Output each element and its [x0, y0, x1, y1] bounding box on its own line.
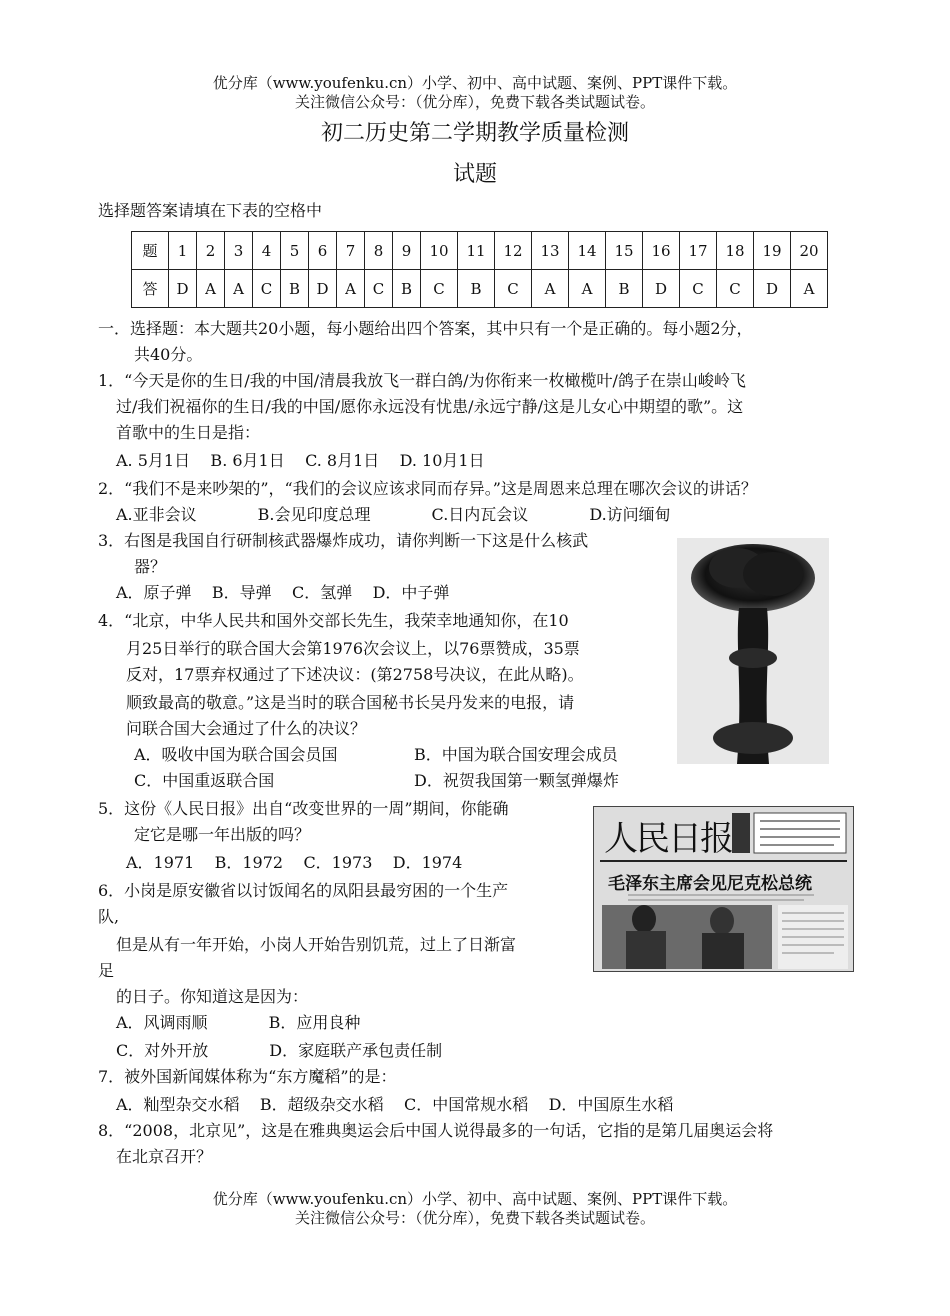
number-cell: 5: [281, 232, 309, 270]
number-cell: 6: [309, 232, 337, 270]
number-cell: 2: [197, 232, 225, 270]
newspaper-photo: [593, 806, 854, 972]
number-cell: 15: [606, 232, 643, 270]
page-title: 初二历史第二学期教学质量检测: [320, 121, 629, 146]
q7-options: A．籼型杂交水稻 B．超级杂交水稻 C．中国常规水稻 D．中国原生水稻: [116, 1095, 674, 1114]
q2-options: A.亚非会议 B.会见印度总理 C.日内瓦会议 D.访问缅甸: [116, 505, 671, 524]
section-heading-line-1: 一．选择题：本大题共20小题，每小题给出四个答案，其中只有一个是正确的。每小题2分，: [98, 319, 753, 338]
page-subtitle: 试题: [452, 162, 497, 187]
q3-line-2: 器？: [134, 557, 167, 576]
q4-option-a: A．吸收中国为联合国会员国: [134, 745, 338, 764]
number-row: [132, 232, 828, 270]
answer-cell: B: [393, 270, 421, 308]
number-cell: 12: [495, 232, 532, 270]
answer-cell: D: [309, 270, 337, 308]
number-cell: 1: [169, 232, 197, 270]
number-cell: 7: [337, 232, 365, 270]
answer-cell: B: [458, 270, 495, 308]
mushroom-cloud-photo: [677, 538, 829, 764]
answer-cell: C: [495, 270, 532, 308]
answer-cell: A: [197, 270, 225, 308]
answer-cell: C: [365, 270, 393, 308]
number-cell: 10: [421, 232, 458, 270]
answer-row: [132, 270, 828, 308]
q5-line-1: 5．这份《人民日报》出自“改变世界的一周”期间，你能确: [98, 799, 509, 818]
answer-cell: A: [791, 270, 828, 308]
answer-cell: A: [569, 270, 606, 308]
answer-cell: D: [754, 270, 791, 308]
mushroom-cloud-image: [677, 538, 829, 764]
q5-options: A．1971 B．1972 C．1973 D．1974: [126, 853, 463, 872]
footer-line-1: 优分库（www.youfenku.cn）小学、初中、高中试题、案例、PPT课件下载。: [212, 1190, 738, 1208]
table-intro: 选择题答案请填在下表的空格中: [98, 201, 323, 220]
number-cell: 11: [458, 232, 495, 270]
number-cell: 18: [717, 232, 754, 270]
q1-options: A. 5月1日 B. 6月1日 C. 8月1日 D. 10月1日: [116, 451, 485, 470]
number-cell: 3: [225, 232, 253, 270]
footer-line-2: 关注微信公众号：（优分库），免费下载各类试题试卷。: [294, 1209, 655, 1227]
number-cell: 14: [569, 232, 606, 270]
q5-line-2: 定它是哪一年出版的吗？: [134, 825, 311, 844]
newspaper-masthead: 人民日报: [604, 819, 732, 859]
q7-line-1: 7．被外国新闻媒体称为“东方魔稻”的是：: [98, 1067, 397, 1086]
answer-cell: B: [281, 270, 309, 308]
answer-table: [131, 231, 828, 308]
q4-option-c: C．中国重返联合国: [134, 771, 275, 790]
answer-cell: C: [680, 270, 717, 308]
number-cell: 16: [643, 232, 680, 270]
q1-line-2: 过/我们祝福你的生日/我的中国/愿你永远没有忧患/永远宁静/这是儿女心中期望的歌”。这: [116, 397, 744, 416]
answer-cell: C: [253, 270, 281, 308]
q6-options-cd: C．对外开放 D．家庭联产承包责任制: [116, 1041, 443, 1060]
q4-line-1: 4．“北京，中华人民共和国外交部长先生，我荣幸地通知你，在10: [98, 611, 569, 630]
number-cell: 8: [365, 232, 393, 270]
number-cell: 9: [393, 232, 421, 270]
q8-line-1: 8．“2008，北京见”，这是在雅典奥运会后中国人说得最多的一句话，它指的是第几届奥运会将: [98, 1121, 774, 1140]
answer-cell: D: [169, 270, 197, 308]
newspaper-headline: 毛泽东主席会见尼克松总统: [608, 874, 812, 894]
q1-line-1: 1．“今天是你的生日/我的中国/清晨我放飞一群白鸽/为你衔来一枚橄榄叶/鸽子在崇山峻岭飞: [98, 371, 746, 390]
q3-line-1: 3．右图是我国自行研制核武器爆炸成功，请你判断一下这是什么核武: [98, 531, 589, 550]
q6-line-3: 但是从有一年开始，小岗人开始告别饥荒，过上了日渐富: [116, 935, 517, 954]
answer-cell: C: [421, 270, 458, 308]
q4-line-2: 月25日举行的联合国大会第1976次会议上，以76票赞成，35票: [126, 639, 580, 658]
q1-line-3: 首歌中的生日是指：: [116, 423, 261, 442]
header-line-2: 关注微信公众号：（优分库），免费下载各类试题试卷。: [294, 93, 655, 111]
number-cell: 19: [754, 232, 791, 270]
answer-cell: A: [337, 270, 365, 308]
row-label-question: 题: [132, 232, 169, 270]
q4-line-4: 顺致最高的敬意。”这是当时的联合国秘书长吴丹发来的电报，请: [126, 693, 575, 712]
number-cell: 20: [791, 232, 828, 270]
section-heading-line-2: 共40分。: [134, 345, 203, 364]
answer-cell: C: [717, 270, 754, 308]
q4-line-5: 问联合国大会通过了什么的决议？: [126, 719, 367, 738]
number-cell: 13: [532, 232, 569, 270]
answer-cell: B: [606, 270, 643, 308]
answer-cell: A: [532, 270, 569, 308]
row-label-answer: 答: [132, 270, 169, 308]
q8-line-2: 在北京召开？: [116, 1147, 213, 1166]
q4-line-3: 反对，17票弃权通过了下述决议：(第2758号决议，在此从略)。: [126, 665, 584, 684]
q4-option-b: B．中国为联合国安理会成员: [414, 745, 618, 764]
q6-line-1: 6．小岗是原安徽省以讨饭闻名的凤阳县最穷困的一个生产: [98, 881, 509, 900]
q6-line-4: 足: [98, 961, 115, 980]
q6-line-2: 队,: [98, 907, 120, 926]
q4-option-d: D．祝贺我国第一颗氢弹爆炸: [414, 771, 619, 790]
answer-cell: A: [225, 270, 253, 308]
number-cell: 17: [680, 232, 717, 270]
q6-options-ab: A．风调雨顺 B．应用良种: [116, 1013, 361, 1032]
header-line-1: 优分库（www.youfenku.cn）小学、初中、高中试题、案例、PPT课件下载。: [212, 74, 738, 92]
answer-cell: D: [643, 270, 680, 308]
q3-options: A．原子弹 B．导弹 C．氢弹 D．中子弹: [116, 583, 450, 602]
q6-line-5: 的日子。你知道这是因为：: [116, 987, 309, 1006]
number-cell: 4: [253, 232, 281, 270]
q2-line-1: 2．“我们不是来吵架的”，“我们的会议应该求同而存异。”这是周恩来总理在哪次会议的讲话？: [98, 479, 757, 498]
